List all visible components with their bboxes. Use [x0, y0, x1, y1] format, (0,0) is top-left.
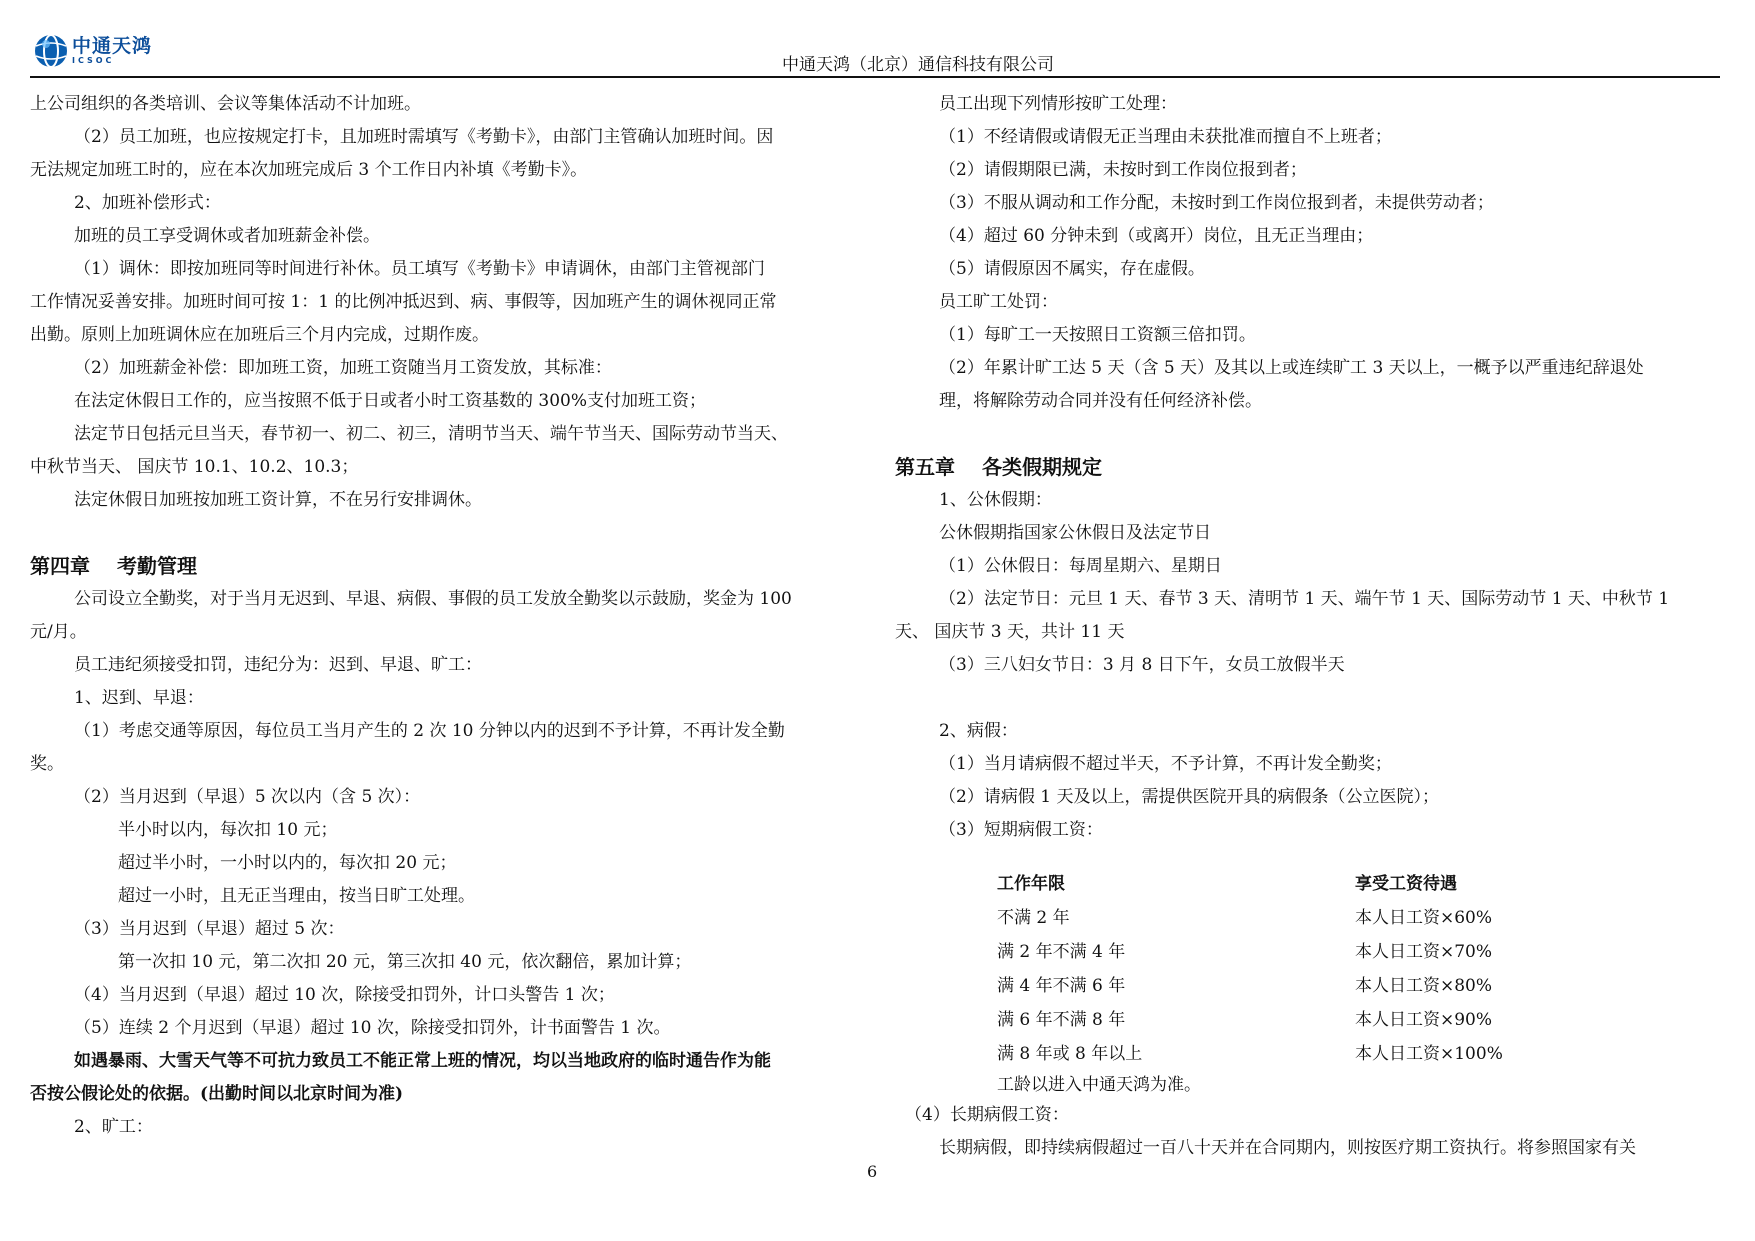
page-header: [30, 28, 1720, 78]
paragraph-line: （1）不经请假或请假无正当理由未获批准而擅自不上班者；: [939, 127, 1392, 147]
paragraph-line: 第一次扣 10 元，第二次扣 20 元，第三次扣 40 元，依次翻倍，累加计算；: [118, 952, 692, 972]
paragraph-line: （2）请病假 1 天及以上，需提供医院开具的病假条（公立医院）；: [939, 787, 1439, 807]
section-heading: 2、病假：: [939, 721, 1018, 741]
table-cell: 满 6 年不满 8 年: [997, 1010, 1126, 1030]
paragraph-line: 员工出现下列情形按旷工处理：: [939, 94, 1177, 114]
globe-logo-icon: [34, 34, 68, 68]
paragraph-line: 半小时以内，每次扣 10 元；: [118, 820, 338, 840]
section-heading: 2、加班补偿形式：: [74, 193, 221, 213]
table-row: [997, 969, 1557, 1003]
paragraph-line: （2）法定节日：元旦 1 天、春节 3 天、清明节 1 天、端午节 1 天、国际劳动节 1 天、中秋节 1: [939, 589, 1670, 609]
paragraph-line: 无法规定加班工时的，应在本次加班完成后 3 个工作日内补填《考勤卡》。: [30, 160, 588, 180]
table-cell: 本人日工资×80%: [1355, 976, 1493, 996]
left-column: [30, 88, 860, 1144]
paragraph-line: 员工违纪须接受扣罚，违纪分为：迟到、早退、旷工：: [74, 655, 482, 675]
table-header-cell: 工作年限: [997, 874, 1065, 894]
paragraph-line: 超过一小时，且无正当理由，按当日旷工处理。: [118, 886, 475, 906]
paragraph-line: （4）长期病假工资：: [905, 1105, 1069, 1125]
section-heading: 1、公休假期：: [939, 490, 1052, 510]
paragraph-line: 元/月。: [30, 622, 87, 642]
paragraph-line: （2）加班薪金补偿：即加班工资，加班工资随当月工资发放，其标准：: [74, 358, 612, 378]
table-row: [997, 1003, 1557, 1037]
table-note: 工龄以进入中通天鸿为准。: [997, 1075, 1201, 1095]
table-cell: 本人日工资×100%: [1355, 1044, 1503, 1064]
paragraph-line: （4）当月迟到（早退）超过 10 次，除接受扣罚外，计口头警告 1 次；: [74, 985, 615, 1005]
chapter-heading-4: 第四章 考勤管理: [30, 554, 197, 578]
paragraph-line: 公休假期指国家公休假日及法定节日: [939, 523, 1211, 543]
paragraph-line: （5）请假原因不属实，存在虚假。: [939, 259, 1205, 279]
spacer: [895, 847, 1725, 867]
paragraph-line: （3）当月迟到（早退）超过 5 次：: [74, 919, 345, 939]
spacer: [895, 682, 1725, 715]
paragraph-line: （2）年累计旷工达 5 天（含 5 天）及其以上或连续旷工 3 天以上，一概予以严重违纪辞退处: [939, 358, 1644, 378]
right-column: [895, 88, 1725, 1165]
paragraph-line: （3）短期病假工资：: [939, 820, 1103, 840]
paragraph-line: 公司设立全勤奖，对于当月无迟到、早退、病假、事假的员工发放全勤奖以示鼓励，奖金为 100: [74, 589, 792, 609]
table-cell: 本人日工资×60%: [1355, 908, 1493, 928]
paragraph-line: 加班的员工享受调休或者加班薪金补偿。: [74, 226, 380, 246]
chapter-heading-5: 第五章 各类假期规定: [895, 455, 1102, 479]
paragraph-line: （1）考虑交通等原因，每位员工当月产生的 2 次 10 分钟以内的迟到不予计算，不再计发全勤: [74, 721, 785, 741]
paragraph-line: （1）当月请病假不超过半天，不予计算，不再计发全勤奖；: [939, 754, 1392, 774]
table-cell: 不满 2 年: [997, 908, 1070, 928]
page-number: 6: [867, 1162, 878, 1181]
paragraph-line: 中秋节当天、 国庆节 10.1、10.2、10.3；: [30, 457, 359, 477]
paragraph-line: 在法定休假日工作的，应当按照不低于日或者小时工资基数的 300%支付加班工资；: [74, 391, 707, 411]
table-cell: 满 2 年不满 4 年: [997, 942, 1126, 962]
company-logo: [34, 34, 152, 68]
paragraph-line: （5）连续 2 个月迟到（早退）超过 10 次，除接受扣罚外，计书面警告 1 次。: [74, 1018, 671, 1038]
table-cell: 满 4 年不满 6 年: [997, 976, 1126, 996]
paragraph-line: 上公司组织的各类培训、会议等集体活动不计加班。: [30, 94, 421, 114]
spacer: [30, 517, 860, 550]
bold-notice-line: 否按公假论处的依据。(出勤时间以北京时间为准): [30, 1084, 404, 1104]
company-name: 中通天鸿（北京）通信科技有限公司: [782, 55, 1054, 75]
section-heading: 2、旷工：: [74, 1117, 153, 1137]
paragraph-line: （3）不服从调动和工作分配，未按时到工作岗位报到者，未提供劳动者；: [939, 193, 1494, 213]
paragraph-line: 法定节日包括元旦当天，春节初一、初二、初三，清明节当天、端午节当天、国际劳动节当天、: [74, 424, 788, 444]
table-header-row: [997, 867, 1557, 901]
section-heading: 1、迟到、早退：: [74, 688, 204, 708]
paragraph-line: （2）当月迟到（早退）5 次以内（含 5 次）：: [74, 787, 421, 807]
table-header-cell: 享受工资待遇: [1355, 874, 1457, 894]
paragraph-line: （2）请假期限已满，未按时到工作岗位报到者；: [939, 160, 1307, 180]
paragraph-line: （1）每旷工一天按照日工资额三倍扣罚。: [939, 325, 1256, 345]
paragraph-line: 出勤。原则上加班调休应在加班后三个月内完成，过期作废。: [30, 325, 489, 345]
table-cell: 本人日工资×90%: [1355, 1010, 1493, 1030]
paragraph-line: （4）超过 60 分钟未到（或离开）岗位，且无正当理由；: [939, 226, 1374, 246]
paragraph-line: 理，将解除劳动合同并没有任何经济补偿。: [939, 391, 1262, 411]
paragraph-line: 天、 国庆节 3 天，共计 11 天: [895, 622, 1125, 642]
paragraph-line: 超过半小时，一小时以内的，每次扣 20 元；: [118, 853, 457, 873]
paragraph-line: 长期病假，即持续病假超过一百八十天并在合同期内，则按医疗期工资执行。将参照国家有关: [939, 1138, 1636, 1158]
sick-pay-table: [997, 867, 1557, 1071]
paragraph-line: （1）公休假日：每周星期六、星期日: [939, 556, 1222, 576]
table-cell: 满 8 年或 8 年以上: [997, 1044, 1143, 1064]
paragraph-line: 工作情况妥善安排。加班时间可按 1：1 的比例冲抵迟到、病、事假等，因加班产生的调休视同正常: [30, 292, 777, 312]
table-row: [997, 901, 1557, 935]
paragraph-line: （1）调休：即按加班同等时间进行补休。员工填写《考勤卡》申请调休，由部门主管视部门: [74, 259, 765, 279]
table-row: [997, 1037, 1557, 1071]
table-row: [997, 935, 1557, 969]
spacer: [895, 418, 1725, 451]
paragraph-line: 员工旷工处罚：: [939, 292, 1058, 312]
table-cell: 本人日工资×70%: [1355, 942, 1493, 962]
paragraph-line: （2）员工加班，也应按规定打卡，且加班时需填写《考勤卡》，由部门主管确认加班时间。因: [74, 127, 774, 147]
paragraph-line: （3）三八妇女节日：3 月 8 日下午，女员工放假半天: [939, 655, 1345, 675]
logo-wordmark: 中通天鸿: [72, 35, 153, 57]
paragraph-line: 法定休假日加班按加班工资计算，不在另行安排调休。: [74, 490, 482, 510]
paragraph-line: 奖。: [30, 754, 64, 774]
bold-notice-line: 如遇暴雨、大雪天气等不可抗力致员工不能正常上班的情况，均以当地政府的临时通告作为能: [74, 1051, 771, 1071]
logo-subtext: ICSOC: [72, 56, 115, 65]
